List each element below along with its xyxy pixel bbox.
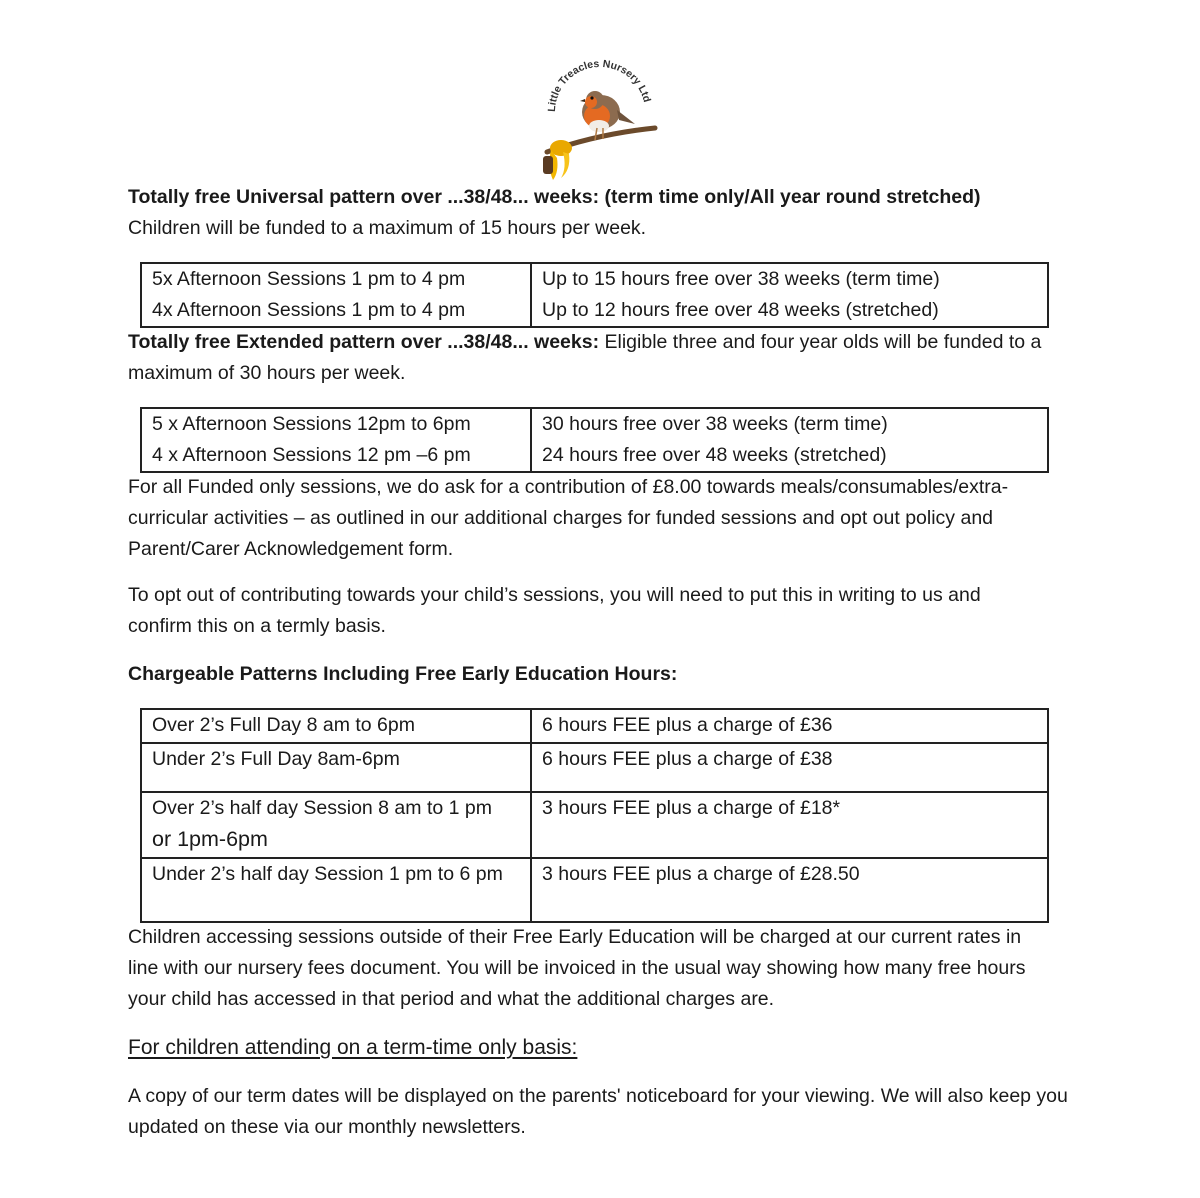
table-cell: 24 hours free over 48 weeks (stretched): [531, 440, 1048, 472]
universal-intro: Children will be funded to a maximum of 15 hours per week.: [128, 217, 647, 239]
table-row: [141, 263, 1048, 295]
nursery-logo: [537, 52, 661, 182]
table-row: [141, 792, 1048, 858]
table-cell: 6 hours FEE plus a charge of £36: [531, 709, 1048, 743]
extended-table: [140, 407, 1049, 473]
universal-heading: Totally free Universal pattern over ...38/48... weeks: (term time only/All year round stretched): [128, 186, 981, 208]
table-row: [141, 408, 1048, 440]
table-cell: 3 hours FEE plus a charge of £18*: [531, 792, 1048, 858]
table-row: [141, 743, 1048, 792]
table-cell: 3 hours FEE plus a charge of £28.50: [531, 858, 1048, 922]
table-cell: Under 2’s Full Day 8am-6pm: [141, 743, 531, 792]
table-cell: 30 hours free over 38 weeks (term time): [531, 408, 1048, 440]
opt-out-note: To opt out of contributing towards your child’s sessions, you will need to put this in writing to us and confirm this on a termly basis.: [128, 584, 981, 637]
extended-heading: Totally free Extended pattern over ...38/48... weeks:: [128, 331, 600, 353]
table-row: [141, 440, 1048, 472]
funded-note: For all Funded only sessions, we do ask for a contribution of £8.00 towards meals/consumables/extra-curricular activities – as outlined in our additional charges for funded sessions and opt out policy and Parent/Carer Acknowledgement form.: [128, 476, 1009, 560]
extended-intro: Eligible three and four year olds will be funded to a maximum of 30 hours per week.: [128, 331, 1042, 384]
universal-table: [140, 262, 1049, 328]
table-cell: Under 2’s half day Session 1 pm to 6 pm: [141, 858, 531, 922]
robin-logo-icon: [537, 52, 661, 182]
table-cell: 6 hours FEE plus a charge of £38: [531, 743, 1048, 792]
term-time-heading: For children attending on a term-time only basis:: [128, 1036, 578, 1059]
table-row: [141, 858, 1048, 922]
term-time-text: A copy of our term dates will be displayed on the parents' noticeboard for your viewing. We will also keep you updated on these via our monthly newsletters.: [128, 1085, 1068, 1138]
extended-paragraph: [128, 327, 1068, 389]
table-cell: Over 2’s Full Day 8 am to 6pm: [141, 709, 531, 743]
table-row: [141, 295, 1048, 327]
outside-note: Children accessing sessions outside of their Free Early Education will be charged at our current rates in line with our nursery fees document. You will be invoiced in the usual way showing how many free hours your child has accessed in that period and what the additional charges are.: [128, 926, 1026, 1010]
chargeable-heading: Chargeable Patterns Including Free Early Education Hours:: [128, 663, 678, 685]
table-cell: Up to 12 hours free over 48 weeks (stretched): [531, 295, 1048, 327]
table-cell: 5x Afternoon Sessions 1 pm to 4 pm: [141, 263, 531, 295]
chargeable-table: [140, 708, 1049, 923]
logo-text: Little Treacles Nursery Ltd: [545, 57, 653, 113]
table-cell: 4 x Afternoon Sessions 12 pm –6 pm: [141, 440, 531, 472]
cell-line: or 1pm-6pm: [152, 827, 268, 851]
table-cell: 5 x Afternoon Sessions 12pm to 6pm: [141, 408, 531, 440]
cell-line: Over 2’s half day Session 8 am to 1 pm: [152, 797, 492, 819]
table-cell: [141, 792, 531, 858]
table-cell: Up to 15 hours free over 38 weeks (term time): [531, 263, 1048, 295]
table-cell: 4x Afternoon Sessions 1 pm to 4 pm: [141, 295, 531, 327]
table-row: [141, 709, 1048, 743]
